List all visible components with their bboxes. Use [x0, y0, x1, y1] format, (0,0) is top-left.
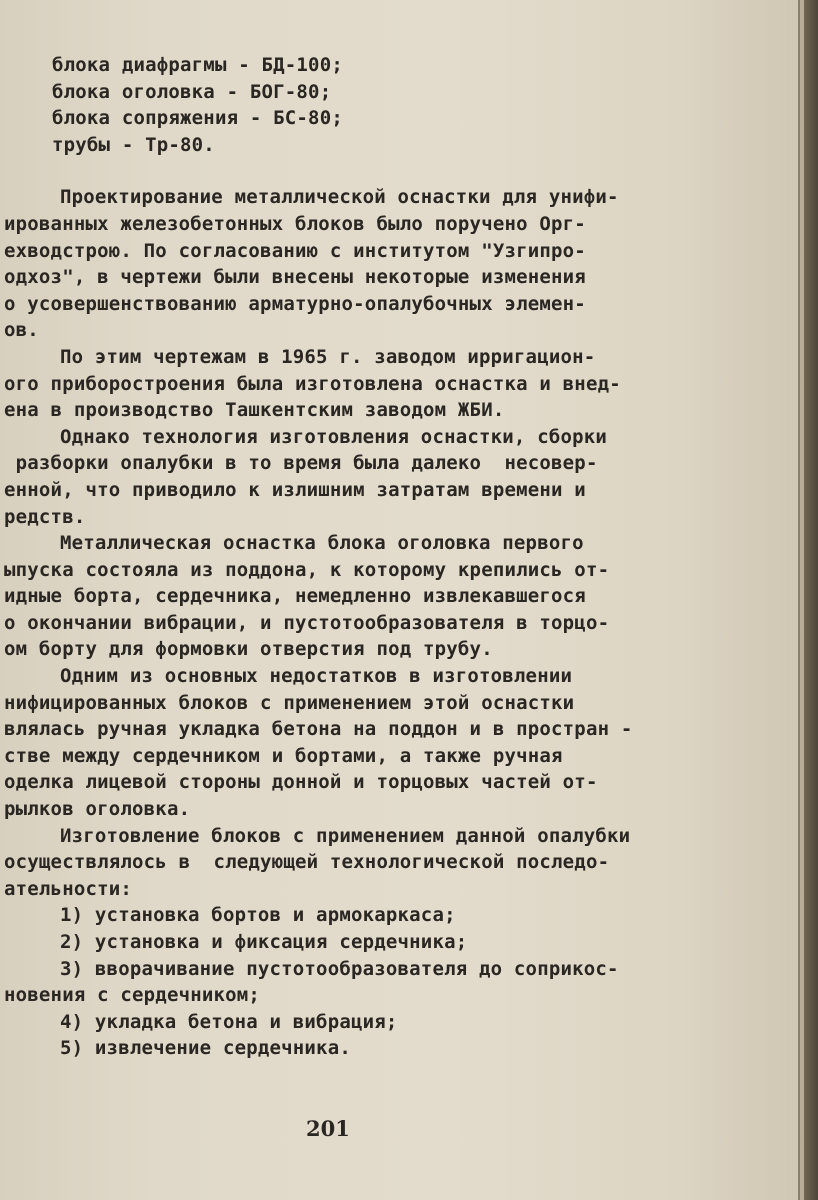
paragraph-line: разборки опалубки в то время была далеко несовер- — [4, 452, 598, 475]
paragraph-line: Однако технология изготовления оснастки, сборки — [60, 425, 608, 448]
paragraph-line: идные борта, сердечника, немедленно извлекавшегося — [4, 585, 586, 608]
paragraph-line: стве между сердечником и бортами, а также ручная — [4, 744, 563, 767]
book-edge-line — [800, 0, 804, 1200]
paragraph-line: Металлическая оснастка блока оголовка первого — [60, 532, 584, 555]
list-item: блока сопряжения - БС-80; — [52, 107, 343, 130]
paragraph-line: о окончании вибрации, и пустотообразователя в торцо- — [4, 611, 610, 634]
paragraph-line: ехводстрою. По согласованию с институтом "Узгипро- — [4, 239, 586, 262]
paragraph-line: По этим чертежам в 1965 г. заводом ирригацион- — [60, 345, 596, 368]
step-item: 3) вворачивание пустотообразователя до соприкос- — [60, 957, 619, 980]
step-item: новения с сердечником; — [4, 984, 261, 1007]
paragraph-line: рылков оголовка. — [4, 798, 191, 821]
step-item: 4) укладка бетона и вибрация; — [60, 1010, 398, 1033]
step-item: 2) установка и фиксация сердечника; — [60, 931, 468, 953]
page-text — [0, 52, 790, 1062]
list-item: трубы - Тр-80. — [52, 133, 215, 156]
page-number: 201 — [306, 1116, 350, 1141]
paragraph-line: Проектирование металлической оснастки для унифи- — [60, 186, 619, 209]
list-item: блока оголовка - БОГ-80; — [52, 80, 332, 103]
paragraph-line: Изготовление блоков с применением данной опалубки — [60, 824, 631, 847]
paragraph-line: ого приборостроения была изготовлена оснастка и внед- — [4, 372, 621, 395]
paragraph-line: нифицированных блоков с применением этой оснастки — [4, 691, 575, 714]
step-item: 5) извлечение сердечника. — [60, 1037, 351, 1060]
paragraph-line: ов. — [4, 319, 39, 342]
paragraph-line: влялась ручная укладка бетона на поддон и в простран - — [4, 718, 633, 741]
paragraph-line: ыпуска состояла из поддона, к которому крепились от- — [4, 558, 610, 581]
paragraph-line: ированных железобетонных блоков было поручено Орг- — [4, 212, 586, 235]
paragraph-line: о усовершенствованию арматурно-опалубочных элемен- — [4, 292, 586, 315]
paragraph-line: ом борту для формовки отверстия под трубу. — [4, 638, 493, 661]
paragraph-line: одхоз", в чертежи были внесены некоторые изменения — [4, 266, 586, 289]
paragraph-line: осуществлялось в следующей технологической последо- — [4, 851, 610, 874]
paragraph-line: енной, что приводило к излишним затратам времени и — [4, 478, 586, 501]
step-item: 1) установка бортов и армокаркаса; — [60, 904, 456, 927]
paragraph-line: ательности: — [4, 877, 133, 900]
paragraph-line: редств. — [4, 505, 86, 528]
paragraph-line: оделка лицевой стороны донной и торцовых частей от- — [4, 771, 598, 794]
paragraph-line: ена в производство Ташкентским заводом ЖБИ. — [4, 399, 505, 422]
paragraph-line: Одним из основных недостатков в изготовлении — [60, 665, 573, 688]
list-item: блока диафрагмы - БД-100; — [52, 54, 343, 76]
